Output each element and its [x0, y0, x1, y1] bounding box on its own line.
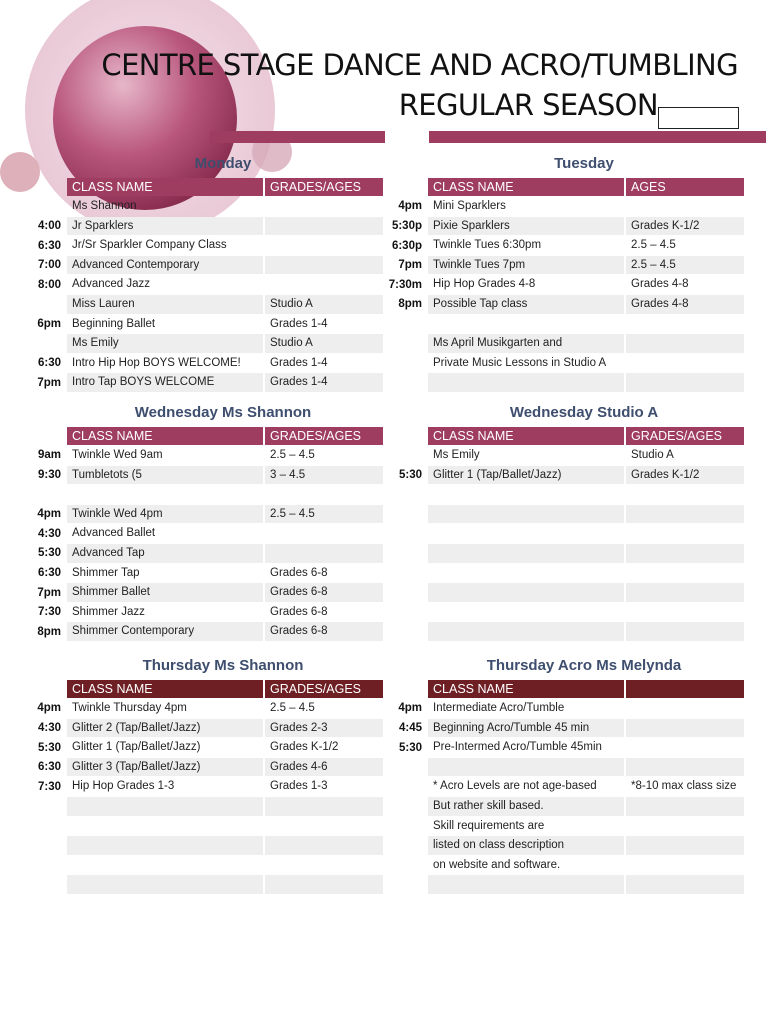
table-row: [3, 622, 383, 642]
table-row: [364, 353, 744, 373]
table-row: [364, 275, 744, 295]
class-name-cell: [428, 603, 624, 622]
class-time: 4pm: [37, 508, 61, 521]
table-row: [364, 255, 744, 275]
class-name-cell: Glitter 1 (Tap/Ballet/Jazz): [428, 466, 624, 485]
class-name-cell: CLASS NAME: [67, 178, 263, 197]
class-name-cell: [67, 836, 263, 855]
grades-ages-cell: Grades 4-6: [265, 758, 383, 777]
grades-ages-cell: [626, 719, 744, 738]
grades-ages-cell: Grades K-1/2: [626, 466, 744, 485]
class-name-cell: Ms Emily: [433, 449, 480, 462]
class-name-cell: listed on class description: [428, 836, 624, 855]
table-row: [364, 602, 744, 622]
class-name-cell: Possible Tap class: [428, 295, 624, 314]
class-name-cell: Twinkle Wed 9am: [72, 449, 163, 462]
grades-ages-cell: Studio A: [265, 334, 383, 353]
class-name-cell: [428, 373, 624, 392]
grades-ages-cell: Grades 2-3: [265, 719, 383, 738]
table-header-row: [364, 177, 744, 197]
class-time: 9:30: [37, 468, 61, 481]
class-name-cell: [428, 524, 624, 543]
page-title-line-1: CENTRE STAGE DANCE AND ACRO/TUMBLING: [101, 48, 738, 82]
grades-ages-cell: *8-10 max class size: [631, 780, 737, 793]
grades-ages-cell: [626, 680, 744, 699]
class-name-cell: [428, 485, 624, 504]
table-row: [364, 855, 744, 875]
class-time: 7pm: [398, 259, 422, 272]
table-row: [364, 875, 744, 895]
class-name-cell: Glitter 2 (Tap/Ballet/Jazz): [67, 719, 263, 738]
class-name-cell: [428, 564, 624, 583]
grades-ages-cell: [626, 875, 744, 894]
table-row: [364, 465, 744, 485]
class-name-cell: Beginning Ballet: [72, 317, 156, 330]
grades-ages-cell: AGES: [626, 178, 744, 197]
table-row: [364, 197, 744, 217]
grades-ages-cell: 2.5 – 4.5: [270, 702, 315, 715]
class-time: 4:00: [37, 219, 61, 232]
table-row: [3, 197, 383, 217]
table-row: [3, 465, 383, 485]
class-time: 7:30: [37, 606, 61, 619]
class-time: 8:00: [37, 278, 61, 291]
class-name-cell: Shimmer Contemporary: [67, 622, 263, 641]
class-time: 9am: [37, 449, 61, 462]
grades-ages-cell: [626, 603, 744, 622]
grades-ages-cell: [626, 354, 744, 373]
table-row: [364, 836, 744, 856]
grades-ages-cell: [626, 334, 744, 353]
class-time: 5:30: [37, 547, 61, 560]
table-row: [3, 855, 383, 875]
table-row: [3, 275, 383, 295]
class-name-cell: But rather skill based.: [428, 797, 624, 816]
table-row: [3, 236, 383, 256]
class-name-cell: [428, 875, 624, 894]
grades-ages-cell: [626, 856, 744, 875]
table-row: [3, 797, 383, 817]
class-name-cell: Glitter 1 (Tap/Ballet/Jazz): [72, 741, 201, 754]
left-accent-bar: [210, 131, 385, 143]
table-row: [364, 295, 744, 315]
table-row: [364, 216, 744, 236]
table-row: [364, 816, 744, 836]
grades-ages-cell: Grades K-1/2: [626, 217, 744, 236]
grades-ages-cell: GRADES/AGES: [265, 680, 383, 699]
panel-title: Wednesday Ms Shannon: [134, 404, 312, 421]
grades-ages-cell: [626, 797, 744, 816]
grades-ages-cell: Grades 4-8: [631, 278, 689, 291]
class-time: 7pm: [37, 376, 61, 389]
class-name-cell: Shimmer Tap: [72, 566, 140, 579]
class-time: 5:30: [37, 741, 61, 754]
table-row: [3, 836, 383, 856]
class-time: 4:45: [398, 721, 422, 734]
grades-ages-cell: [626, 564, 744, 583]
schedule-panel-monday: [3, 151, 383, 393]
table-row: [364, 504, 744, 524]
table-row: [3, 563, 383, 583]
page-title-line-2: REGULAR SEASON: [398, 88, 658, 122]
grades-ages-cell: 2.5 – 4.5: [265, 505, 383, 524]
class-name-cell: * Acro Levels are not age-based: [433, 780, 597, 793]
class-name-cell: Hip Hop Grades 1-3: [72, 780, 175, 793]
class-time: 8pm: [398, 298, 422, 311]
class-name-cell: CLASS NAME: [428, 680, 624, 699]
table-row: [3, 718, 383, 738]
table-row: [3, 446, 383, 466]
table-row: [3, 524, 383, 544]
class-time: 7pm: [37, 586, 61, 599]
grades-ages-cell: [626, 836, 744, 855]
schedule-panel-tuesday: [364, 151, 744, 393]
class-time: 7:30: [37, 780, 61, 793]
table-row: [364, 544, 744, 564]
class-name-cell: [67, 856, 263, 875]
grades-ages-cell: Studio A: [265, 295, 383, 314]
class-time: 4:30: [37, 527, 61, 540]
class-name-cell: Advanced Jazz: [72, 278, 150, 291]
grades-ages-cell: Grades 6-8: [270, 605, 328, 618]
table-row: [364, 373, 744, 393]
class-name-cell: Advanced Tap: [67, 544, 263, 563]
class-name-cell: Advanced Ballet: [72, 527, 156, 540]
table-row: [364, 314, 744, 334]
panel-title: Wednesday Studio A: [509, 404, 659, 421]
class-time: 6:30: [37, 761, 61, 774]
class-time: 6:30: [37, 239, 61, 252]
class-name-cell: Pixie Sparklers: [428, 217, 624, 236]
class-name-cell: Mini Sparklers: [433, 200, 506, 213]
table-row: [3, 757, 383, 777]
table-row: [3, 314, 383, 334]
table-row: [3, 504, 383, 524]
table-row: [364, 334, 744, 354]
grades-ages-cell: Grades 1-3: [270, 780, 328, 793]
class-name-cell: CLASS NAME: [428, 427, 624, 446]
class-name-cell: CLASS NAME: [67, 680, 263, 699]
class-name-cell: Twinkle Wed 4pm: [67, 505, 263, 524]
class-name-cell: Twinkle Thursday 4pm: [72, 702, 187, 715]
grades-ages-cell: GRADES/AGES: [265, 427, 383, 446]
grades-ages-cell: Grades 1-4: [265, 373, 383, 392]
grades-ages-cell: [626, 544, 744, 563]
right-accent-bar: [429, 131, 766, 143]
schedule-panel-wednesday-studio-a: [364, 400, 744, 642]
class-name-cell: Miss Lauren: [67, 295, 263, 314]
grades-ages-cell: [626, 583, 744, 602]
grades-ages-cell: Grades 6-8: [265, 583, 383, 602]
class-time: 6pm: [37, 317, 61, 330]
grades-ages-cell: 2.5 – 4.5: [631, 239, 676, 252]
grades-ages-cell: Studio A: [631, 449, 674, 462]
class-name-cell: CLASS NAME: [428, 178, 624, 197]
class-time: 4pm: [37, 702, 61, 715]
panel-title: Tuesday: [554, 155, 614, 172]
table-row: [364, 524, 744, 544]
class-name-cell: [428, 505, 624, 524]
class-name-cell: [67, 485, 263, 504]
schedule-panel-thursday-ms-shannon: [3, 653, 383, 895]
table-row: [3, 602, 383, 622]
table-row: [3, 777, 383, 797]
grades-ages-cell: [626, 622, 744, 641]
class-name-cell: Intro Tap BOYS WELCOME: [67, 373, 263, 392]
grades-ages-cell: 2.5 – 4.5: [270, 449, 315, 462]
grades-ages-cell: [626, 524, 744, 543]
class-name-cell: Intermediate Acro/Tumble: [433, 702, 565, 715]
class-time: 4pm: [398, 702, 422, 715]
class-name-cell: [428, 758, 624, 777]
class-name-cell: Private Music Lessons in Studio A: [433, 356, 607, 369]
grades-ages-cell: GRADES/AGES: [265, 178, 383, 197]
class-time: 5:30: [398, 741, 422, 754]
grades-ages-cell: [626, 485, 744, 504]
class-name-cell: Skill requirements are: [433, 819, 545, 832]
grades-ages-cell: 3 – 4.5: [265, 466, 383, 485]
table-row: [3, 373, 383, 393]
class-time: 8pm: [37, 625, 61, 638]
grades-ages-cell: Grades 4-8: [626, 295, 744, 314]
class-name-cell: Ms Shannon: [72, 200, 137, 213]
class-name-cell: [428, 622, 624, 641]
table-header-row: [3, 177, 383, 197]
table-row: [3, 255, 383, 275]
class-name-cell: Pre-Intermed Acro/Tumble 45min: [433, 741, 602, 754]
grades-ages-cell: [626, 817, 744, 836]
table-row: [3, 334, 383, 354]
class-time: 4:30: [37, 721, 61, 734]
table-row: [364, 583, 744, 603]
table-header-row: [3, 679, 383, 699]
table-row: [364, 797, 744, 817]
class-name-cell: Glitter 3 (Tap/Ballet/Jazz): [67, 758, 263, 777]
class-name-cell: Twinkle Tues 6:30pm: [433, 239, 542, 252]
class-name-cell: [67, 797, 263, 816]
panel-title: Thursday Acro Ms Melynda: [486, 657, 682, 674]
class-name-cell: Advanced Contemporary: [67, 256, 263, 275]
grades-ages-cell: Grades 6-8: [265, 622, 383, 641]
table-row: [364, 757, 744, 777]
class-time: 4pm: [398, 200, 422, 213]
grades-ages-cell: 2.5 – 4.5: [626, 256, 744, 275]
table-row: [364, 236, 744, 256]
table-row: [3, 485, 383, 505]
table-row: [3, 699, 383, 719]
table-row: [3, 544, 383, 564]
class-name-cell: Hip Hop Grades 4-8: [433, 278, 536, 291]
grades-ages-cell: Grades 1-4: [270, 356, 328, 369]
class-time: 7:00: [37, 259, 61, 272]
table-row: [3, 583, 383, 603]
class-name-cell: Ms April Musikgarten and: [428, 334, 624, 353]
schedule-panel-thursday-acro: [364, 653, 744, 895]
panel-title: Thursday Ms Shannon: [142, 657, 304, 674]
class-name-cell: Jr/Sr Sparkler Company Class: [72, 239, 227, 252]
table-row: [364, 718, 744, 738]
class-name-cell: [428, 583, 624, 602]
grades-ages-cell: Grades 6-8: [270, 566, 328, 579]
table-row: [364, 699, 744, 719]
grades-ages-cell: [626, 699, 744, 718]
table-header-row: [364, 426, 744, 446]
class-name-cell: Tumbletots (5: [67, 466, 263, 485]
class-time: 7:30m: [388, 278, 422, 291]
grades-ages-cell: [626, 738, 744, 757]
panel-title: Monday: [194, 155, 252, 172]
table-row: [3, 295, 383, 315]
class-time: 6:30: [37, 566, 61, 579]
class-name-cell: Beginning Acro/Tumble 45 min: [428, 719, 624, 738]
class-name-cell: CLASS NAME: [67, 427, 263, 446]
class-name-cell: [67, 875, 263, 894]
table-header-row: [3, 426, 383, 446]
grades-ages-cell: [626, 758, 744, 777]
table-row: [364, 777, 744, 797]
table-row: [3, 353, 383, 373]
grades-ages-cell: [626, 315, 744, 334]
class-name-cell: on website and software.: [433, 858, 561, 871]
table-header-row: [364, 679, 744, 699]
class-name-cell: Jr Sparklers: [67, 217, 263, 236]
table-row: [364, 622, 744, 642]
class-time: 5:30p: [391, 219, 422, 232]
table-row: [3, 875, 383, 895]
table-row: [364, 563, 744, 583]
grades-ages-cell: Grades K-1/2: [270, 741, 339, 754]
table-row: [364, 738, 744, 758]
class-name-cell: Shimmer Ballet: [67, 583, 263, 602]
schedule-panel-wednesday-ms-shannon: [3, 400, 383, 642]
class-name-cell: Shimmer Jazz: [72, 605, 145, 618]
grades-ages-cell: [626, 505, 744, 524]
class-name-cell: Intro Hip Hop BOYS WELCOME!: [72, 356, 241, 369]
table-row: [364, 485, 744, 505]
grades-ages-cell: Grades 1-4: [270, 317, 328, 330]
class-name-cell: [428, 315, 624, 334]
class-time: 5:30: [398, 468, 422, 481]
class-name-cell: [428, 544, 624, 563]
table-row: [3, 216, 383, 236]
class-name-cell: Twinkle Tues 7pm: [428, 256, 624, 275]
table-row: [3, 738, 383, 758]
grades-ages-cell: [626, 197, 744, 216]
grades-ages-cell: GRADES/AGES: [626, 427, 744, 446]
class-name-cell: [67, 817, 263, 836]
grades-ages-cell: [626, 373, 744, 392]
class-time: 6:30: [37, 357, 61, 370]
title-empty-box: [658, 107, 739, 129]
class-time: 6:30p: [391, 239, 422, 252]
class-name-cell: Ms Emily: [67, 334, 263, 353]
table-row: [3, 816, 383, 836]
table-row: [364, 446, 744, 466]
